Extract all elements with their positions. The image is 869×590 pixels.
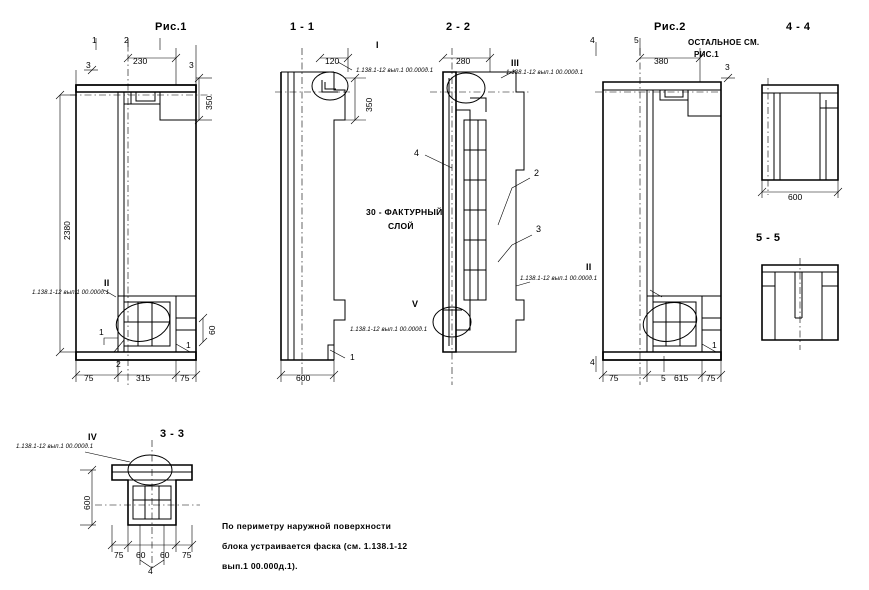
fig1-callout-II: II [104, 278, 110, 288]
sec33-dim-600: 600 [82, 495, 92, 510]
sec33-dim-60a: 60 [136, 550, 146, 560]
fig1-dim-60: 60 [207, 325, 217, 335]
sec11-callout-I: I [376, 40, 379, 50]
fig1-dim-2380: 2380 [62, 221, 72, 240]
fig1-dim-350: 350 [204, 95, 214, 110]
fig2-dim-75b: 75 [706, 373, 716, 383]
fig2-leader-1: 1 [712, 340, 717, 350]
sec22-leader-4: 4 [414, 148, 420, 158]
fig1-dim-3a: 3 [86, 60, 91, 70]
sec33-dim-75b: 75 [182, 550, 192, 560]
sec22-layer-note-line2: СЛОЙ [388, 221, 414, 231]
view-title-sec55: 5 - 5 [756, 232, 781, 244]
general-note-line2: блока устраивается фаска (см. 1.138.1-12 [222, 541, 408, 551]
fig1-dim-3b: 3 [189, 60, 194, 70]
fig1-ref-note: 1.138.1-12 вып.1 00.000д.1 [32, 290, 110, 296]
fig1-leader-1b: 1 [186, 340, 191, 350]
fig2-dim-4a: 4 [590, 35, 595, 45]
fig1-leader-2: 2 [116, 359, 121, 369]
general-note-line3: вып.1 00.000д.1). [222, 561, 298, 571]
sec44-dim-600: 600 [788, 192, 803, 202]
sec33-dim-75a: 75 [114, 550, 124, 560]
sec33-dim-60b: 60 [160, 550, 170, 560]
sec33-ref-note: 1.138.1-12 вып.1 00.000д.1 [16, 444, 94, 450]
fig1-dim-230: 230 [133, 56, 148, 66]
sec22-callout-II: II [586, 262, 592, 272]
sec11-dim-120: 120 [325, 56, 340, 66]
sec11-leader-1: 1 [350, 352, 355, 362]
fig2-dim-380: 380 [654, 56, 669, 66]
sec22-dim-280: 280 [456, 56, 471, 66]
view-title-sec22: 2 - 2 [446, 21, 471, 33]
fig1-dim-75b: 75 [180, 373, 190, 383]
fig1-leader-1a: 1 [99, 327, 104, 337]
fig1-dim-1a: 1 [92, 35, 97, 45]
view-title-sec33: 3 - 3 [160, 428, 185, 440]
fig2-dim-5a: 5 [634, 35, 639, 45]
fig1-dim-315: 315 [136, 373, 151, 383]
fig2-note-line1: ОСТАЛЬНОЕ СМ. [688, 38, 760, 47]
sec22-callout-III: III [511, 58, 520, 68]
fig2-dim-75a: 75 [609, 373, 619, 383]
view-title-sec11: 1 - 1 [290, 21, 315, 33]
fig2-note-line2: РИС.1 [694, 50, 720, 59]
sec22-ref-note-2: 1.138.1-12 вып.1 00.000д.1 [350, 327, 428, 333]
sec11-dim-600: 600 [296, 373, 311, 383]
fig2-dim-4b: 4 [590, 357, 595, 367]
sec33-dim-4: 4 [148, 566, 153, 576]
sec11-dim-350: 350 [364, 97, 374, 112]
sec22-callout-V: V [412, 299, 419, 309]
fig2-dim-615: 615 [674, 373, 689, 383]
sec22-leader-2: 2 [534, 168, 540, 178]
general-note-line1: По периметру наружной поверхности [222, 521, 392, 531]
sec22-ref-note-3: 1.138.1-12 вып.1 00.000д.1 [520, 276, 598, 282]
view-title-fig1: Рис.1 [155, 21, 187, 33]
view-title-sec44: 4 - 4 [786, 21, 811, 33]
fig2-dim-3: 3 [725, 62, 730, 72]
sec22-ref-note-1: 1.138.1-12 вып.1 00.000д.1 [506, 70, 584, 76]
sec33-callout-IV: IV [88, 432, 97, 442]
sec11-ref-note: 1.138.1-12 вып.1 00.000д.1 [356, 68, 434, 74]
fig1-dim-75a: 75 [84, 373, 94, 383]
fig1-dim-2a: 2 [124, 35, 129, 45]
sec22-layer-note-line1: 30 - ФАКТУРНЫЙ [366, 207, 443, 217]
fig2-dim-5b: 5 [661, 373, 666, 383]
view-title-fig2: Рис.2 [654, 21, 686, 33]
sec22-leader-3: 3 [536, 224, 542, 234]
